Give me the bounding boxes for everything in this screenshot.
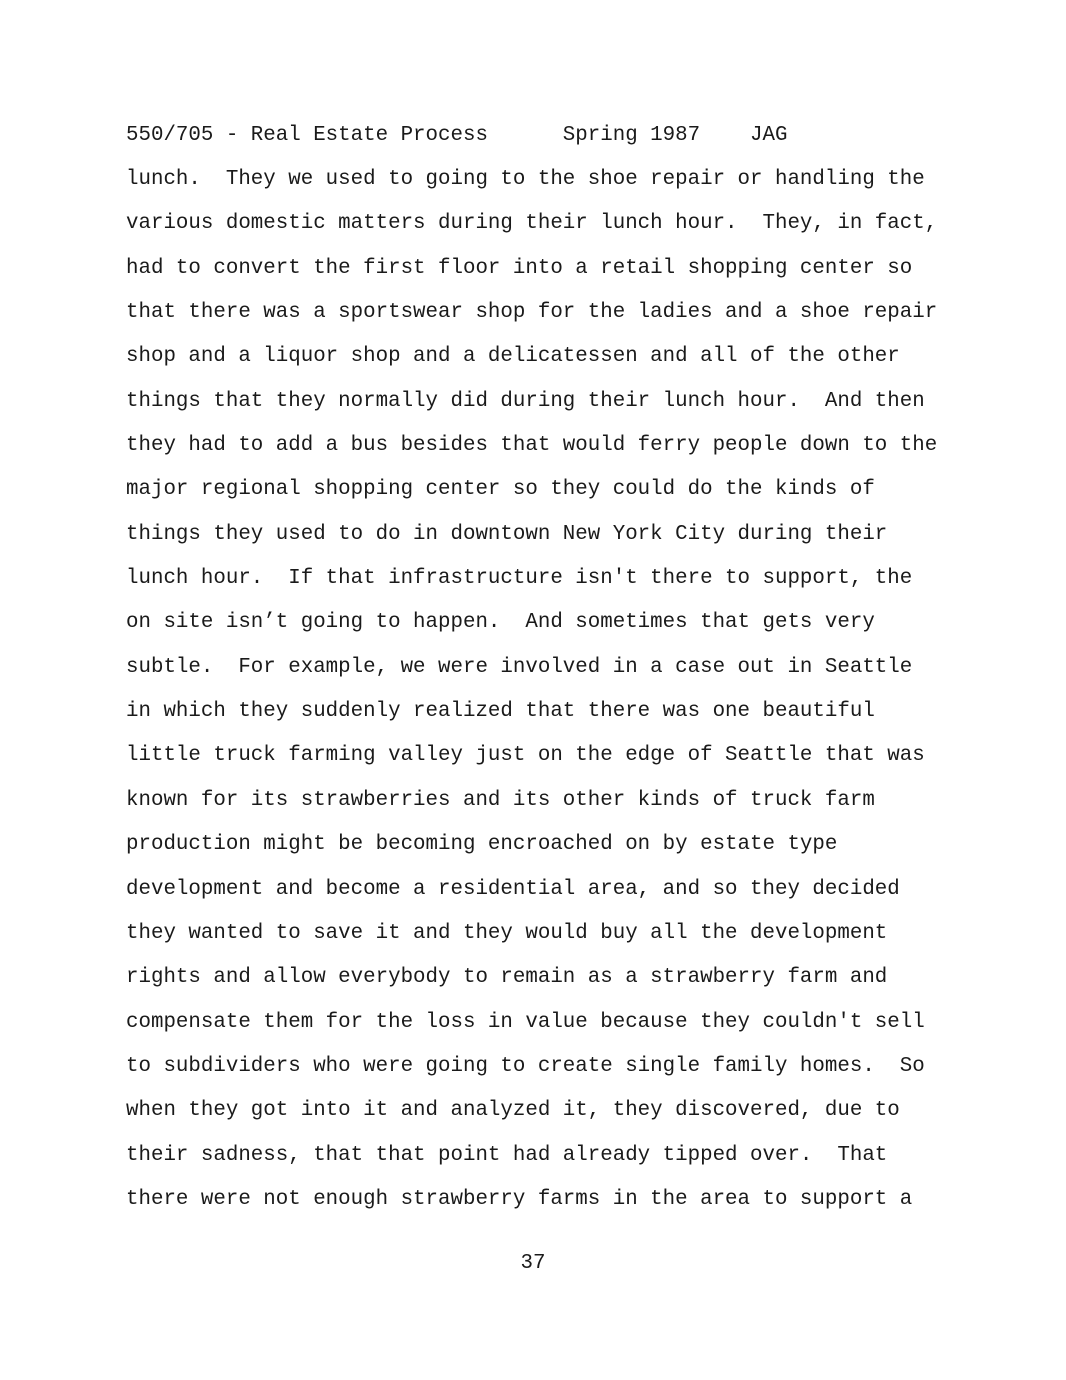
page-number: 37: [520, 1252, 546, 1275]
text-line: rights and allow everybody to remain as a strawberry farm and: [126, 966, 888, 990]
text-line: things that they normally did during their lunch hour. And then: [126, 389, 925, 413]
page-header: 550/705 - Real Estate Process Spring 1987 JAG: [126, 124, 788, 147]
text-line: there were not enough strawberry farms in the area to support a: [126, 1187, 913, 1211]
text-line: subtle. For example, we were involved in a case out in Seattle: [126, 655, 913, 679]
text-line: shop and a liquor shop and a delicatessen and all of the other: [126, 345, 900, 369]
text-line: known for its strawberries and its other kinds of truck farm: [126, 788, 875, 812]
text-line: major regional shopping center so they could do the kinds of: [126, 478, 875, 502]
text-line: lunch hour. If that infrastructure isn't there to support, the: [126, 567, 913, 591]
text-line: production might be becoming encroached on by estate type: [126, 833, 838, 857]
text-line: they had to add a bus besides that would ferry people down to the: [126, 434, 938, 458]
text-line: in which they suddenly realized that there was one beautiful: [126, 700, 875, 724]
text-line: that there was a sportswear shop for the ladies and a shoe repair: [126, 301, 938, 325]
text-line: had to convert the first floor into a retail shopping center so: [126, 256, 913, 280]
text-line: when they got into it and analyzed it, they discovered, due to: [126, 1099, 900, 1123]
body-text: [126, 166, 937, 1230]
text-line: on site isn’t going to happen. And sometimes that gets very: [126, 611, 875, 635]
text-line: compensate them for the loss in value because they couldn't sell: [126, 1010, 925, 1034]
text-line: various domestic matters during their lunch hour. They, in fact,: [126, 212, 938, 236]
text-line: development and become a residential area, and so they decided: [126, 877, 900, 901]
text-line: they wanted to save it and they would buy all the development: [126, 921, 888, 945]
text-line: lunch. They we used to going to the shoe repair or handling the: [126, 168, 925, 191]
text-line: little truck farming valley just on the edge of Seattle that was: [126, 744, 925, 768]
text-line: to subdividers who were going to create single family homes. So: [126, 1054, 925, 1078]
text-line: their sadness, that that point had already tipped over. That: [126, 1143, 888, 1167]
text-line: things they used to do in downtown New York City during their: [126, 522, 888, 546]
